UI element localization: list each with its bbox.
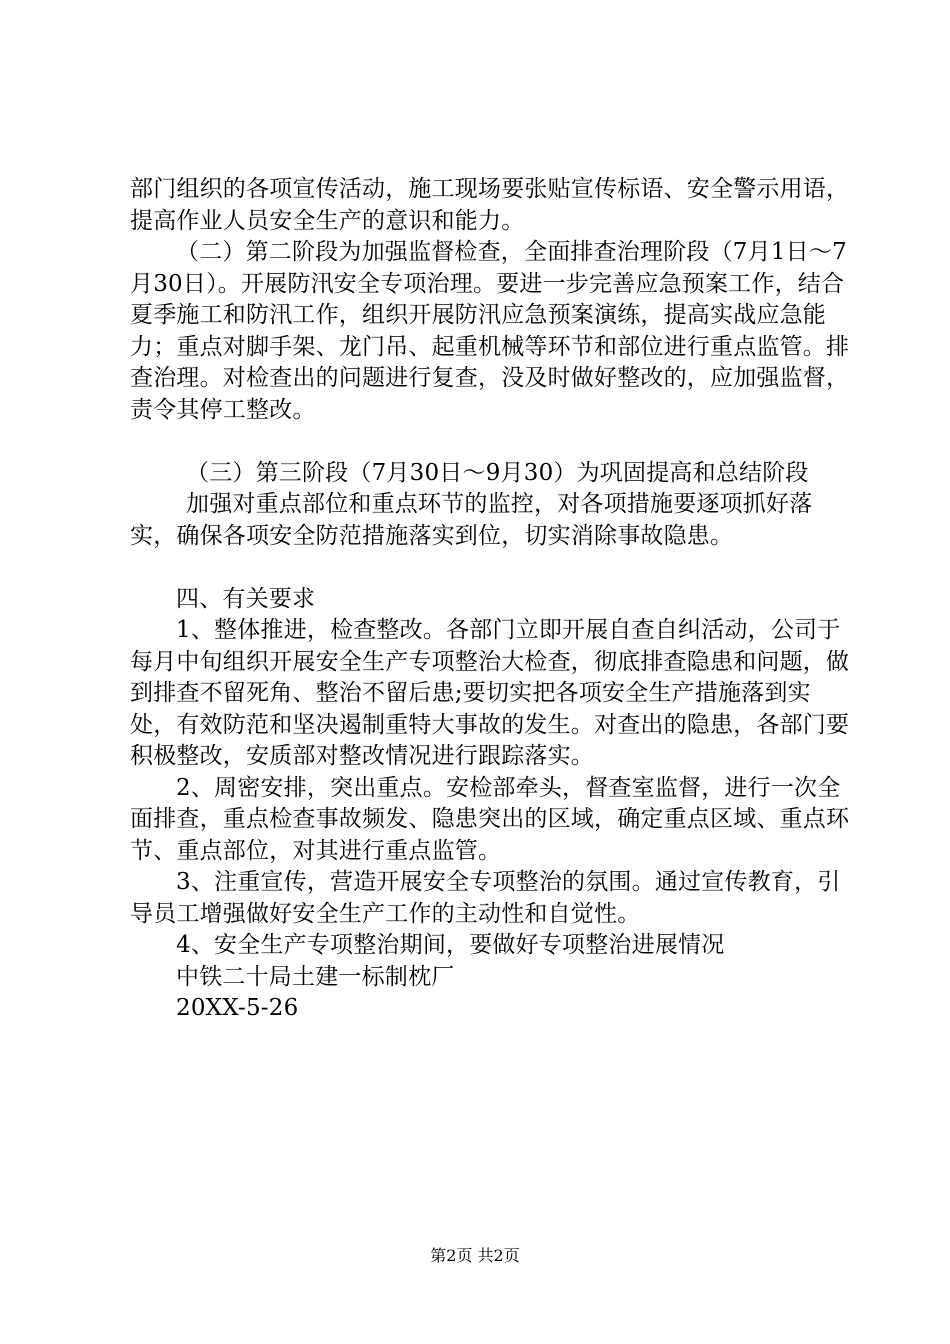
paragraph-requirement-3: 3、注重宣传，营造开展安全专项整治的氛围。通过宣传教育，引导员工增强做好安全生产工作的主动性和自觉性。 xyxy=(130,869,841,927)
paragraph-gap xyxy=(130,552,850,584)
paragraph-requirement-1: 1、整体推进，检查整改。各部门立即开展自查自纠活动，公司于每月中旬组织开展安全生产专项整治大检查，彻底排查隐患和问题，做到排查不留死角、整治不留后患;要切实把各项安全生产措施落到实处，有效防范和坚决遏制重特大事故的发生。对查出的隐患，各部门要积极整改，安质部对整改情况进行跟踪落实。 xyxy=(130,617,850,769)
section-heading-requirements: 四、有关要求 xyxy=(176,585,316,612)
paragraph-stage-three-body: 加强对重点部位和重点环节的监控，对各项措施要逐项抓好落实，确保各项安全防范措施落实到位，切实消除事故隐患。 xyxy=(130,491,813,549)
paragraph-requirement-2: 2、周密安排，突出重点。安检部牵头，督查室监督，进行一次全面排查，重点检查事故频发、隐患突出的区域，确定重点区域、重点环节、重点部位，对其进行重点监管。 xyxy=(130,774,850,864)
paragraph-stage-three-heading: （三）第三阶段（7月30日～9月30）为巩固提高和总结阶段 xyxy=(186,459,809,486)
signature-organization: 中铁二十局土建一标制枕厂 xyxy=(176,963,455,990)
paragraph-stage-two: （二）第二阶段为加强监督检查，全面排查治理阶段（7月1日～7月30日）。开展防汛安全专项治理。要进一步完善应急预案工作，结合夏季施工和防汛工作，组织开展防汛应急预案演练，提高实战应急能力；重点对脚手架、龙门吊、起重机械等环节和部位进行重点监管。排查治理。对检查出的问题进行复查，没及时做好整改的，应加强监督，责令其停工整改。 xyxy=(130,239,850,423)
paragraph-requirement-4: 4、安全生产专项整治期间，要做好专项整治进展情况 xyxy=(176,932,725,958)
paragraph-publicity: 部门组织的各项宣传活动，施工现场要张贴宣传标语、安全警示用语，提高作业人员安全生产的意识和能力。 xyxy=(130,176,850,234)
document-body xyxy=(130,174,850,1025)
page-footer: 第2页 共2页 xyxy=(430,1246,520,1265)
paragraph-gap xyxy=(130,426,850,458)
signature-date: 20XX-5-26 xyxy=(176,995,299,1021)
